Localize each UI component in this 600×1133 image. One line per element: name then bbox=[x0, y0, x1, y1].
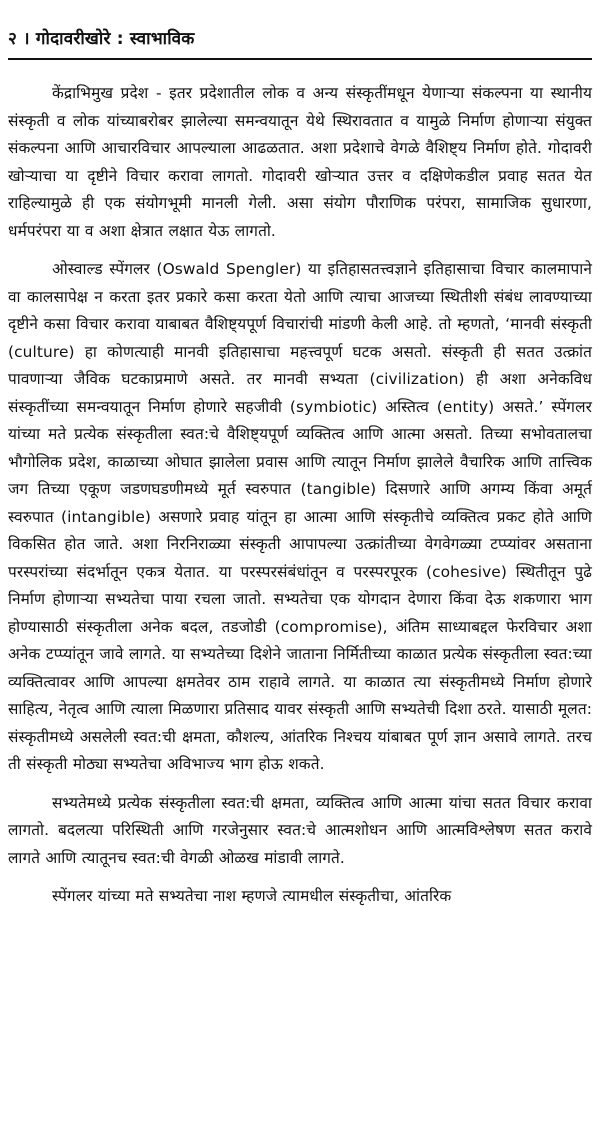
paragraph-civilization-decline: स्पेंगलर यांच्या मते सभ्यतेचा नाश म्हणजे त्यामधील संस्कृतीचा, आंतरिक bbox=[52, 887, 452, 905]
running-head: २ । गोदावरीखोरे : स्वाभाविक bbox=[8, 28, 592, 60]
paragraph-spengler-culture: ओस्वाल्ड स्पेंगलर (Oswald Spengler) या इतिहासतत्त्वज्ञाने इतिहासाचा विचार कालमापाने वा कालसापेक्ष न करता इतर प्रकारे कसा करता येतो आणि त्याचा आजच्या स्थितीशी संबंध लावण्याच्या दृष्टीने कसा विचार करावा याबाबत वैशिष्ट्यपूर्ण विचारांची मांडणी केली आहे. तो म्हणतो, ‘मानवी संस्कृती (culture) हा कोणत्याही मानवी इतिहासाचा महत्त्वपूर्ण घटक असतो. संस्कृती ही सतत उत्क्रांत पावणाऱ्या जैविक घटकाप्रमाणे असते. तर मानवी सभ्यता (civilization) ही अशा अनेकविध संस्कृतींच्या समन्वयातून निर्माण होणारे सहजीवी (symbiotic) अस्तित्व (entity) असते.’ स्पेंगलर यांच्या मते प्रत्येक संस्कृतीला स्वत:चे वैशिष्ट्यपूर्ण व्यक्तित्व आणि आत्मा असतो. तिच्या सभोवतालचा भौगोलिक प्रदेश, काळाच्या ओघात झालेला प्रवास आणि त्यातून निर्माण झालेले वैचारिक आणि तात्त्विक जग तिच्या एकूण जडणघडणीमध्ये मूर्त स्वरुपात (tangible) दिसणारे आणि अगम्य किंवा अमूर्त स्वरुपात (intangible) असणारे प्रवाह यांतून हा आत्मा आणि संस्कृतीचे व्यक्तित्व प्रकट होते आणि विकसित होत जाते. अशा निरनिराळ्या संस्कृती आपापल्या उत्क्रांतीच्या वेगवेगळ्या टप्प्यांवर असताना परस्परांच्या संदर्भातून एकत्र येतात. या परस्परसंबंधांतून व परस्परपूरक (cohesive) स्थितीतून पुढे निर्माण होणाऱ्या सभ्यतेचा पाया रचला जातो. सभ्यतेचा एक योगदान देणारा किंवा देऊ शकणारा भाग होण्यासाठी संस्कृतीला अनेक बदल, तडजोडी (compromise), अंतिम साध्याबद्दल फेरविचार अशा अनेक टप्प्यांतून जावे लागते. या सभ्यतेच्या दिशेने जाताना निर्मितीच्या काळात प्रत्येक संस्कृतीला स्वत:च्या व्यक्तित्वावर आणि आपल्या क्षमतेवर ठाम राहावे लागते. या काळात त्या संस्कृतीमध्ये निर्माण होणारे साहित्य, नेतृत्व आणि त्याला मिळणारा प्रतिसाद यावर संस्कृती आणि सभ्यतेची दिशा ठरते. यासाठी मूलत: संस्कृतीमध्ये असलेली स्वत:ची क्षमता, कौशल्य, आंतरिक निश्चय यांबाबत पूर्ण ज्ञान असावे लागते. तरच ती संस्कृती मोठ्या सभ्यतेचा अविभाज्य भाग होऊ शकते. bbox=[8, 260, 592, 773]
paragraph-civilization-self: सभ्यतेमध्ये प्रत्येक संस्कृतीला स्वत:ची क्षमता, व्यक्तित्व आणि आत्मा यांचा सतत विचार करावा लागतो. बदलत्या परिस्थिती आणि गरजेनुसार स्वत:चे आत्मशोधन आणि आत्मविश्लेषण सतत करावे लागते आणि त्यातूनच स्वत:ची वेगळी ओळख मांडावी लागते. bbox=[8, 793, 592, 867]
paragraph-centripetal-region: केंद्राभिमुख प्रदेश - इतर प्रदेशातील लोक व अन्य संस्कृतींमधून येणाऱ्या संकल्पना या स्थानीय संस्कृती व लोक यांच्याबरोबर झालेल्या समन्वयातून येथे स्थिरावतात व यामुळे निर्माण होणाऱ्या संयुक्त संकल्पना आणि आचारविचार आपल्याला आढळतात. अशा प्रदेशाचे वेगळे वैशिष्ट्य निर्माण होते. गोदावरी खोऱ्याचा या दृष्टीने विचार करावा लागतो. गोदावरी खोऱ्यात उत्तर व दक्षिणेकडील प्रवाह सतत येत राहिल्यामुळे ही एक संयोगभूमी मानली गेली. असा संयोग पौराणिक परंपरा, सामाजिक सुधारणा, धर्मपरंपरा या व अशा क्षेत्रात लक्षात येऊ लागतो. bbox=[8, 84, 592, 240]
